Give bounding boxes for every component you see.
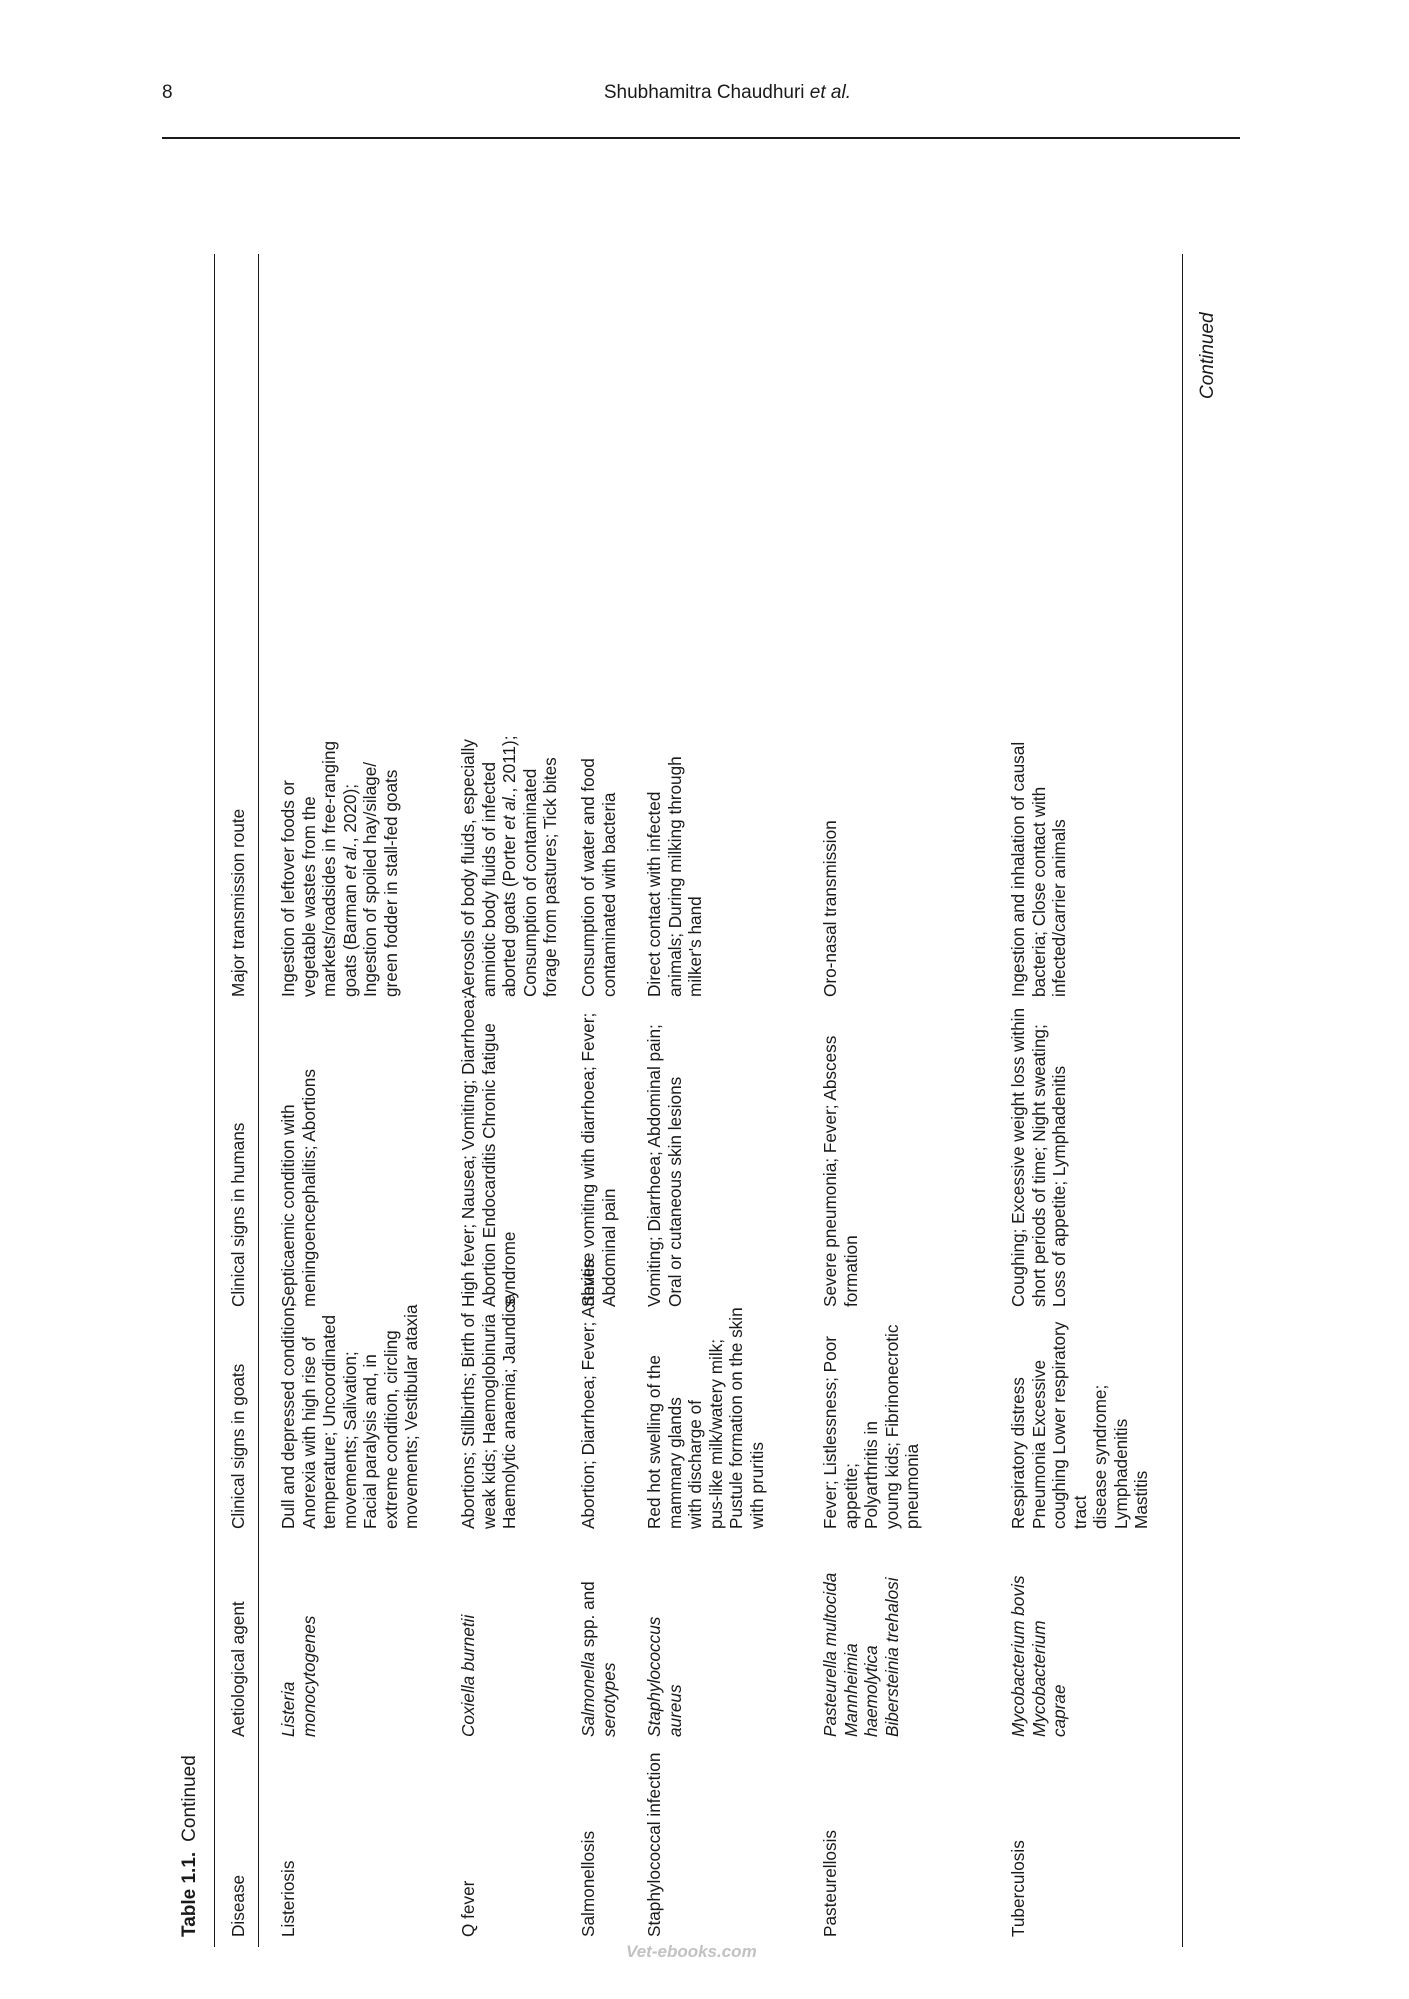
cell-line: caprae bbox=[1049, 1684, 1069, 1737]
cell-line: Mastitis bbox=[1131, 1470, 1151, 1529]
table-caption-text: Continued bbox=[179, 1755, 200, 1842]
cell-humans bbox=[1008, 1007, 1070, 1307]
cell-line: aureus bbox=[664, 1684, 685, 1737]
cell-line: syndrome bbox=[499, 1231, 519, 1307]
cell-goats bbox=[820, 1324, 923, 1529]
cell-line: Severe pneumonia; Fever; Abscess bbox=[820, 1035, 840, 1307]
cell-goats bbox=[578, 1259, 599, 1529]
cell-line: Oro-nasal transmission bbox=[820, 820, 840, 997]
cell-line: disease syndrome; bbox=[1090, 1384, 1110, 1529]
cell-line: Staphylococcal infection bbox=[644, 1752, 664, 1937]
cell-line: contaminated with bacteria bbox=[598, 792, 619, 997]
cell-line: Dull and depressed condition; bbox=[278, 1302, 298, 1529]
cell-line: Respiratory distress bbox=[1008, 1377, 1028, 1529]
cell-line: Listeria bbox=[278, 1681, 298, 1737]
cell-line: infected/carrier animals bbox=[1049, 819, 1069, 997]
cell-line: Coughing; Excessive weight loss within bbox=[1008, 1007, 1028, 1307]
cell-line: short periods of time; Night sweating; bbox=[1028, 1024, 1049, 1307]
cell-line: Abortions; Stillbirths; Birth of bbox=[458, 1313, 478, 1529]
cell-line: appetite; bbox=[840, 1463, 861, 1529]
cell-agent bbox=[278, 1542, 319, 1737]
cell-humans bbox=[578, 1007, 619, 1307]
cell-line: animals; During milking through bbox=[664, 756, 685, 997]
cell-disease bbox=[1008, 1747, 1029, 1937]
cell-line: extreme condition, circling bbox=[380, 1330, 401, 1529]
cell-line: weak kids; Haemoglobinuria bbox=[478, 1314, 499, 1529]
cell-goats bbox=[278, 1302, 422, 1529]
cell-goats bbox=[644, 1307, 767, 1529]
cell-disease bbox=[458, 1747, 479, 1937]
page-number: 8 bbox=[162, 82, 173, 103]
cell-line: Ingestion of spoiled hay/silage/ bbox=[360, 761, 380, 997]
cell-line: green fodder in stall-fed goats bbox=[380, 769, 401, 997]
cell-line: Mycobacterium bbox=[1028, 1620, 1049, 1737]
column-header-agent: Aetiological agent bbox=[228, 1601, 248, 1737]
cell-line: bacteria; Close contact with bbox=[1028, 786, 1049, 997]
cell-line: Salmonella spp. and bbox=[578, 1581, 598, 1737]
running-head-etal: et al. bbox=[809, 82, 851, 103]
cell-line: Ingestion and inhalation of causal bbox=[1008, 741, 1028, 997]
cell-goats bbox=[458, 1294, 520, 1529]
cell-line: Pustule formation on the skin bbox=[726, 1307, 746, 1529]
cell-line: Abortion Endocarditis Chronic fatigue bbox=[478, 1023, 499, 1307]
cell-agent bbox=[820, 1542, 902, 1737]
column-header-humans: Clinical signs in humans bbox=[228, 1122, 248, 1307]
cell-line: Anorexia with high rise of bbox=[298, 1336, 319, 1529]
cell-line: Ingestion of leftover foods or bbox=[278, 780, 298, 997]
column-header-goats: Clinical signs in goats bbox=[228, 1363, 248, 1529]
table-bottom-rule bbox=[1182, 254, 1183, 1947]
cell-humans bbox=[278, 1007, 319, 1307]
cell-line: Pasteurella multocida bbox=[820, 1572, 840, 1737]
cell-line: pus-like milk/watery milk; bbox=[705, 1338, 726, 1529]
cell-line: monocytogenes bbox=[298, 1615, 319, 1737]
cell-line: coughing Lower respiratory bbox=[1049, 1321, 1069, 1529]
cell-line: tract bbox=[1069, 1495, 1090, 1529]
cell-line: Septicaemic condition with bbox=[278, 1104, 298, 1307]
cell-goats bbox=[1008, 1321, 1152, 1529]
cell-line: movements; Vestibular ataxia bbox=[401, 1304, 421, 1529]
cell-line: formation bbox=[840, 1235, 861, 1307]
cell-line: temperature; Uncoordinated bbox=[319, 1314, 339, 1529]
cell-agent bbox=[644, 1542, 685, 1737]
cell-line: serotypes bbox=[598, 1662, 619, 1737]
cell-line: Consumption of water and food bbox=[578, 758, 598, 997]
agent-nonitalic: spp. and bbox=[578, 1581, 598, 1652]
cell-line: movements; Salivation; bbox=[339, 1351, 360, 1529]
cell-line: Polyarthritis in bbox=[861, 1421, 881, 1529]
cell-line: amniotic body fluids of infected bbox=[478, 761, 499, 997]
cell-humans bbox=[458, 994, 520, 1307]
cell-agent bbox=[458, 1542, 479, 1737]
cell-line: Mycobacterium bovis bbox=[1008, 1575, 1028, 1737]
cell-line: Severe vomiting with diarrhoea; Fever; bbox=[578, 1012, 598, 1307]
cell-humans bbox=[820, 1007, 861, 1307]
cell-line: Pneumonia Excessive bbox=[1028, 1359, 1049, 1529]
cell-disease bbox=[820, 1747, 841, 1937]
cell-line: Aerosols of body fluids, especially bbox=[458, 739, 478, 997]
cell-line: Vomiting; Diarrhoea; Abdominal pain; bbox=[644, 1024, 664, 1307]
cell-line: with pruritis bbox=[746, 1442, 767, 1529]
citation-etal: et al. bbox=[339, 842, 360, 880]
cell-route bbox=[644, 647, 706, 997]
cell-line: Loss of appetite; Lymphadenitis bbox=[1049, 1065, 1069, 1307]
cell-route bbox=[1008, 647, 1070, 997]
running-head bbox=[604, 82, 851, 104]
cell-line: Staphylococcus bbox=[644, 1616, 664, 1737]
cell-line: Fever; Listlessness; Poor bbox=[820, 1336, 840, 1529]
cell-line: Direct contact with infected bbox=[644, 791, 664, 997]
cell-line: young kids; Fibrinonecrotic bbox=[881, 1324, 902, 1529]
cell-route bbox=[278, 647, 401, 997]
cell-line: Listeriosis bbox=[278, 1860, 298, 1937]
cell-disease bbox=[578, 1747, 599, 1937]
cell-agent bbox=[578, 1542, 619, 1737]
continued-note: Continued bbox=[1197, 312, 1218, 399]
cell-line: Mannheimia bbox=[840, 1643, 861, 1737]
table-top-rule bbox=[214, 254, 215, 1947]
cell-line: Red hot swelling of the bbox=[644, 1355, 664, 1529]
cell-line: Abortion; Diarrhoea; Fever; Arthritis bbox=[578, 1259, 598, 1529]
cell-line: haemolytica bbox=[861, 1645, 881, 1737]
cell-line: mammary glands bbox=[664, 1397, 685, 1529]
cell-line: forage from pastures; Tick bites bbox=[540, 757, 560, 997]
cell-line: Lymphadenitis bbox=[1110, 1418, 1131, 1529]
cell-disease bbox=[278, 1747, 299, 1937]
rotated-table bbox=[180, 200, 1240, 1947]
cell-line: Consumption of contaminated bbox=[519, 768, 540, 997]
cell-line: goats (Barman et al., 2020); bbox=[339, 783, 360, 997]
cell-line: meningoencephalitis; Abortions bbox=[298, 1069, 319, 1307]
cell-line: markets/roadsides in free-ranging bbox=[319, 740, 339, 997]
cell-line: Salmonellosis bbox=[578, 1830, 598, 1937]
cell-line: Facial paralysis and, in bbox=[360, 1354, 380, 1529]
cell-line: Coxiella burnetii bbox=[458, 1614, 478, 1737]
running-head-author: Shubhamitra Chaudhuri bbox=[603, 82, 805, 103]
cell-line: Q fever bbox=[458, 1880, 478, 1937]
header-rule bbox=[162, 137, 1240, 139]
cell-route bbox=[820, 647, 841, 997]
column-header-route: Major transmission route bbox=[228, 808, 248, 997]
cell-line: aborted goats (Porter et al., 2011); bbox=[499, 735, 519, 997]
table-caption bbox=[180, 1755, 201, 1937]
cell-route bbox=[578, 647, 619, 997]
cell-line: Tuberculosis bbox=[1008, 1840, 1028, 1937]
cell-line: Oral or cutaneous skin lesions bbox=[664, 1076, 685, 1307]
cell-disease bbox=[644, 1747, 665, 1937]
cell-line: vegetable wastes from the bbox=[298, 796, 319, 997]
column-header-disease: Disease bbox=[228, 1874, 248, 1937]
cell-humans bbox=[644, 1007, 685, 1307]
cell-line: with discharge of bbox=[685, 1400, 705, 1529]
citation-etal: et al. bbox=[499, 792, 519, 830]
cell-line: High fever; Nausea; Vomiting; Diarrhoea; bbox=[458, 994, 478, 1307]
cell-line: Bibersteinia trehalosi bbox=[881, 1577, 902, 1737]
table-header-rule bbox=[258, 254, 259, 1947]
cell-line: pneumonia bbox=[902, 1443, 922, 1529]
cell-route bbox=[458, 647, 561, 997]
table-caption-label: Table 1.1. bbox=[179, 1851, 200, 1937]
cell-line: Haemolytic anaemia; Jaundice bbox=[499, 1294, 519, 1529]
cell-line: milker's hand bbox=[685, 896, 705, 997]
watermark-logo: Vet-ebooks.com bbox=[626, 1942, 757, 1961]
cell-line: Pasteurellosis bbox=[820, 1830, 840, 1937]
cell-line: Abdominal pain bbox=[598, 1188, 619, 1307]
cell-agent bbox=[1008, 1542, 1070, 1737]
